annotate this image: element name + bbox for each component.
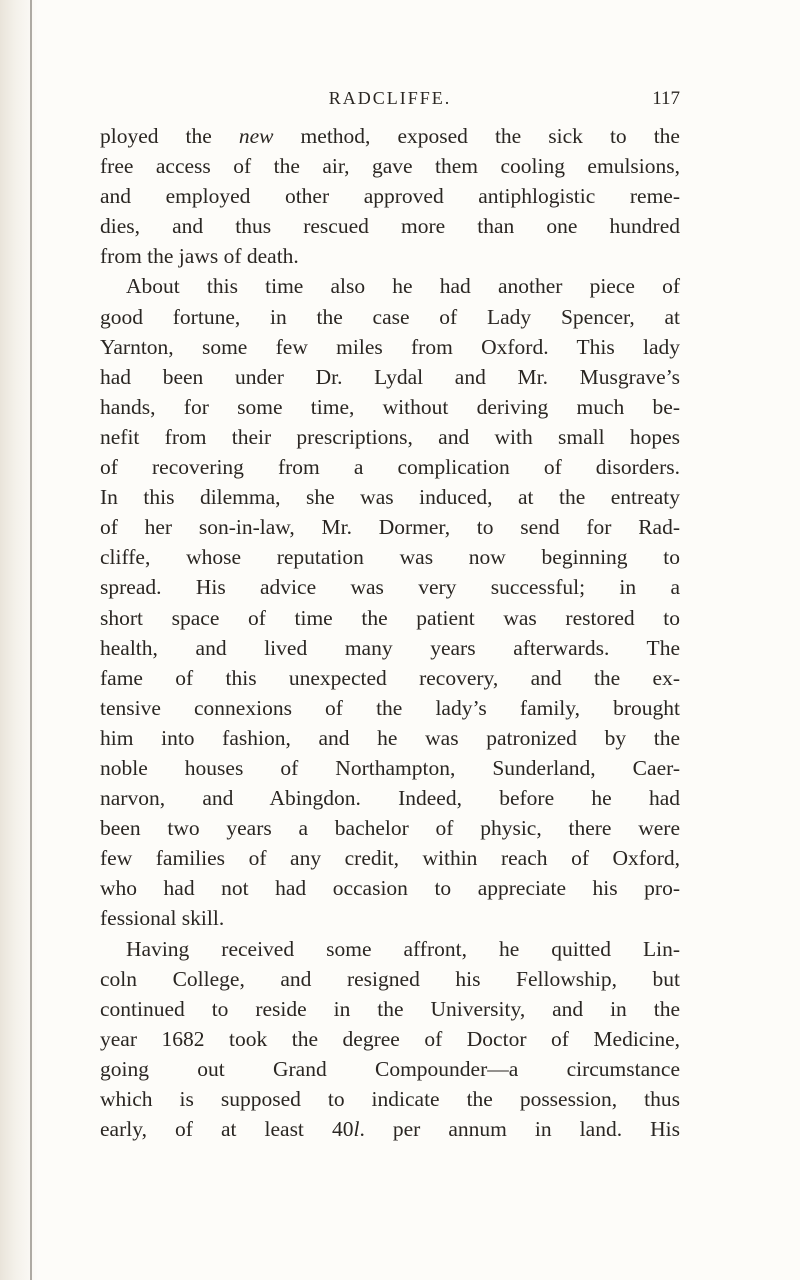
text-line: About this time also he had another piece of [126, 274, 680, 299]
text-line: spread. His advice was very successful; in a [100, 575, 680, 600]
running-head: RADCLIFFE. [328, 88, 452, 108]
text-line: going out Grand Compounder—a circumstance [100, 1056, 680, 1081]
text-line: which is supposed to indicate the possession, thus [100, 1087, 680, 1111]
text-line: from the jaws of death. [100, 244, 299, 269]
text-line: fame of this unexpected recovery, and the ex- [100, 665, 680, 690]
text-line: him into fashion, and he was patronized by the [100, 725, 680, 750]
text-line: had been under Dr. Lydal and Mr. Musgrave’s [100, 364, 680, 389]
binding-edge [0, 0, 38, 1280]
text-line: few families of any credit, within reach of Oxford, [100, 846, 680, 871]
text-line: Yarnton, some few miles from Oxford. This lady [100, 334, 680, 359]
text-line: good fortune, in the case of Lady Spencer, at [100, 304, 680, 329]
text-line: who had not had occasion to appreciate his pro- [100, 876, 680, 901]
text-line: been two years a bachelor of physic, there were [100, 816, 680, 841]
page-number: 117 [652, 88, 680, 109]
text-line: coln College, and resigned his Fellowship, but [100, 966, 680, 991]
text-line: early, of at least 40l. per annum in land. His [100, 1117, 680, 1142]
text-line: Having received some affront, he quitted Lin- [126, 936, 680, 961]
text-line: In this dilemma, she was induced, at the entreaty [100, 485, 680, 510]
body-text [100, 121, 680, 1144]
text-line: noble houses of Northampton, Sunderland, Caer- [100, 755, 680, 780]
text-line: continued to reside in the University, and in the [100, 996, 680, 1021]
text-line: free access of the air, gave them cooling emulsions, [100, 154, 680, 179]
text-line: short space of time the patient was restored to [100, 605, 680, 630]
binding-line [30, 0, 32, 1280]
text-line: ployed the new method, exposed the sick to the [100, 124, 680, 148]
text-line: nefit from their prescriptions, and with small hopes [100, 424, 680, 449]
text-line: year 1682 took the degree of Doctor of Medicine, [100, 1026, 680, 1051]
text-line: of her son-in-law, Mr. Dormer, to send for Rad- [100, 515, 680, 540]
text-line: dies, and thus rescued more than one hundred [100, 214, 680, 239]
text-line: cliffe, whose reputation was now beginning to [100, 545, 680, 570]
page-header [100, 88, 680, 114]
text-line: and employed other approved antiphlogistic reme- [100, 184, 680, 209]
text-line: of recovering from a complication of disorders. [100, 455, 680, 480]
text-line: hands, for some time, without deriving much be- [100, 394, 680, 419]
text-line: tensive connexions of the lady’s family, brought [100, 695, 680, 720]
text-line: narvon, and Abingdon. Indeed, before he had [100, 786, 680, 811]
text-line: health, and lived many years afterwards. The [100, 635, 680, 660]
text-line: fessional skill. [100, 906, 225, 931]
